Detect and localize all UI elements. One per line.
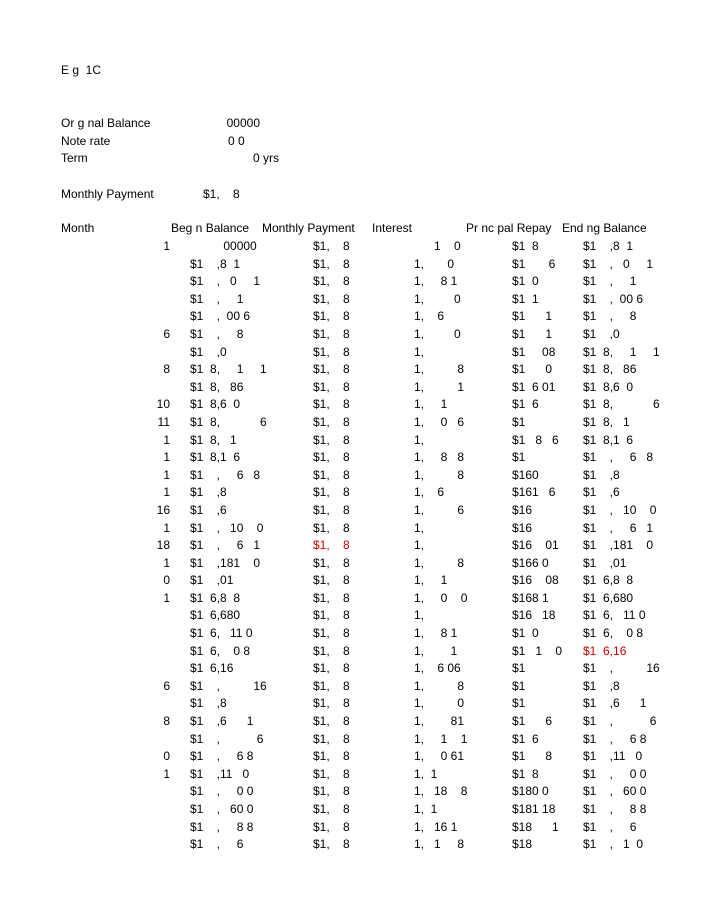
- principal-cell: $1 0: [512, 626, 539, 641]
- interest-cell: 1, 8: [414, 555, 465, 570]
- month-cell: 1: [163, 432, 170, 447]
- payment-cell: $1, 8: [313, 819, 350, 834]
- interest-cell: 1,: [414, 608, 425, 623]
- payment-cell: $1, 8: [313, 256, 350, 271]
- end-balance-cell: $1 , 6: [583, 819, 637, 834]
- interest-cell: 1, 0: [414, 291, 461, 306]
- interest-cell: 1, 0 6: [414, 414, 465, 429]
- principal-cell: $16: [512, 520, 533, 535]
- interest-cell: 1,: [414, 520, 425, 535]
- end-balance-cell: $1 8,1 6: [583, 432, 634, 447]
- payment-cell: $1, 8: [313, 467, 350, 482]
- principal-cell: $1 0: [512, 362, 553, 377]
- beg-balance-cell: $1 , 6 8: [190, 467, 261, 482]
- beg-balance-cell: $1 ,6 1: [190, 714, 254, 729]
- payment-cell: $1, 8: [313, 291, 350, 306]
- end-balance-cell: $1 , 8 8: [583, 802, 647, 816]
- interest-cell: 1, 18 8: [414, 784, 468, 799]
- header-month: Month: [61, 221, 95, 235]
- interest-cell: 1, 0 61: [414, 749, 465, 764]
- table-row: [0, 485, 714, 503]
- payment-cell: $1, 8: [313, 502, 350, 517]
- table-row: [0, 556, 714, 574]
- month-cell: 1: [163, 520, 170, 535]
- principal-cell: $1 1: [512, 291, 539, 306]
- table-row: [0, 696, 714, 714]
- month-cell: 16: [156, 502, 170, 517]
- month-cell: 11: [157, 414, 170, 429]
- end-balance-cell: $1 ,6 1: [583, 696, 647, 711]
- beg-balance-cell: 00000: [190, 239, 257, 253]
- interest-cell: 1, 6: [414, 502, 465, 517]
- payment-cell: $1, 8: [313, 309, 350, 324]
- interest-cell: 1, 0: [414, 256, 455, 271]
- principal-cell: $1 8: [512, 766, 539, 781]
- original-balance-value: 00000: [226, 116, 260, 130]
- payment-cell: $1, 8: [313, 450, 350, 465]
- month-cell: 1: [163, 590, 170, 605]
- payment-cell: $1, 8: [313, 485, 350, 500]
- end-balance-cell: $1 6, 0 8: [583, 626, 644, 641]
- principal-cell: $1 1: [512, 309, 553, 324]
- interest-cell: 1, 1 8: [414, 837, 465, 852]
- table-row: [0, 608, 714, 626]
- principal-cell: $1: [512, 696, 526, 711]
- amortization-table: [0, 239, 714, 855]
- term-value: 0 yrs: [253, 151, 280, 165]
- interest-cell: 1, 8: [414, 678, 465, 693]
- principal-cell: $1 6 01: [512, 379, 556, 394]
- principal-cell: $160: [512, 467, 539, 482]
- beg-balance-cell: $1 ,11 0: [190, 766, 250, 781]
- payment-cell: $1, 8: [313, 608, 350, 623]
- interest-cell: 1, 8 1: [414, 626, 458, 641]
- monthly-payment-label: Monthly Payment: [61, 187, 154, 201]
- interest-cell: 1, 1: [414, 643, 458, 658]
- payment-cell: $1, 8: [313, 661, 350, 676]
- payment-cell: $1, 8: [313, 696, 350, 711]
- beg-balance-cell: $1 , 8: [190, 326, 244, 341]
- principal-cell: $1 6: [512, 397, 539, 412]
- payment-cell: $1, 8: [313, 520, 350, 535]
- month-cell: 8: [163, 714, 170, 729]
- header-monthly-payment: Monthly Payment: [262, 221, 355, 235]
- month-cell: 1: [163, 467, 170, 482]
- beg-balance-cell: $1 , 8 8: [190, 819, 254, 834]
- end-balance-cell: $1 6,8 8: [583, 573, 634, 588]
- table-row: [0, 468, 714, 486]
- beg-balance-cell: $1 , 1: [190, 291, 244, 306]
- beg-balance-cell: $1 8, 86: [190, 379, 244, 394]
- header-interest: Interest: [372, 221, 413, 235]
- principal-cell: $180 0: [512, 784, 549, 799]
- principal-cell: $16: [512, 502, 533, 517]
- table-row: [0, 837, 714, 855]
- table-row: [0, 397, 714, 415]
- payment-cell: $1, 8: [313, 837, 350, 852]
- payment-cell: $1, 8: [313, 326, 350, 341]
- interest-cell: 1, 1 1: [414, 731, 468, 746]
- end-balance-cell: $1 6,16: [583, 643, 627, 658]
- interest-cell: 1, 16 1: [414, 819, 458, 834]
- table-row: [0, 362, 714, 380]
- header-beg-balance: Beg n Balance: [171, 221, 250, 235]
- payment-cell: $1, 8: [313, 766, 350, 781]
- table-row: [0, 679, 714, 697]
- table-row: [0, 784, 714, 802]
- month-cell: 1: [163, 450, 170, 465]
- payment-cell: $1, 8: [313, 784, 350, 799]
- principal-cell: $1 8 6: [512, 432, 559, 447]
- end-balance-cell: $1 ,8: [583, 467, 620, 482]
- end-balance-cell: $1 , 0 0: [583, 766, 647, 781]
- payment-cell: $1, 8: [313, 731, 350, 746]
- end-balance-cell: $1 , 60 0: [583, 784, 647, 799]
- month-cell: 8: [163, 362, 170, 377]
- payment-cell: $1, 8: [313, 362, 350, 377]
- principal-cell: $1 6: [512, 714, 553, 729]
- beg-balance-cell: $1 6, 0 8: [190, 643, 251, 658]
- end-balance-cell: $1 ,0: [583, 326, 620, 341]
- end-balance-cell: $1 ,01: [583, 555, 627, 570]
- beg-balance-cell: $1 ,8: [190, 696, 227, 711]
- payment-cell: $1, 8: [313, 573, 350, 588]
- principal-cell: $1 8: [512, 749, 553, 764]
- beg-balance-cell: $1 8,1 6: [190, 450, 241, 465]
- table-row: [0, 257, 714, 275]
- principal-cell: $166 0: [512, 555, 549, 570]
- principal-cell: $18: [512, 837, 533, 852]
- payment-cell: $1, 8: [313, 626, 350, 641]
- interest-cell: 1, 8: [414, 362, 465, 377]
- table-row: [0, 714, 714, 732]
- principal-cell: $168 1: [512, 590, 549, 605]
- note-rate-value: 0 0: [228, 134, 245, 148]
- principal-cell: $1 8: [512, 239, 539, 253]
- month-cell: 6: [163, 678, 170, 693]
- table-row: [0, 274, 714, 292]
- table-row: [0, 591, 714, 609]
- interest-cell: 1,: [414, 344, 425, 359]
- payment-cell: $1, 8: [313, 538, 350, 553]
- end-balance-cell: $1 , 1 0: [583, 837, 644, 852]
- beg-balance-cell: $1 ,8 1: [190, 256, 241, 271]
- interest-cell: 1, 6 06: [414, 661, 461, 676]
- table-row: [0, 433, 714, 451]
- beg-balance-cell: $1 6,8 8: [190, 590, 241, 605]
- beg-balance-cell: $1 , 0 0: [190, 784, 254, 799]
- header-end-balance: End ng Balance: [562, 221, 647, 235]
- table-row: [0, 626, 714, 644]
- end-balance-cell: $1 , 00 6: [583, 291, 644, 306]
- month-cell: 6: [163, 326, 170, 341]
- month-cell: 10: [156, 397, 170, 412]
- interest-cell: 1 0: [414, 239, 461, 253]
- interest-cell: 1, 0 0: [414, 590, 468, 605]
- beg-balance-cell: $1 ,181 0: [190, 555, 261, 570]
- table-row: [0, 521, 714, 539]
- beg-balance-cell: $1 , 00 6: [190, 309, 251, 324]
- beg-balance-cell: $1 , 6 1: [190, 538, 261, 553]
- month-cell: 1: [163, 555, 170, 570]
- table-row: [0, 749, 714, 767]
- payment-cell: $1, 8: [313, 714, 350, 729]
- end-balance-cell: $1 ,6: [583, 485, 620, 500]
- beg-balance-cell: $1 , 16: [190, 678, 267, 693]
- table-row: [0, 415, 714, 433]
- beg-balance-cell: $1 , 6: [190, 837, 244, 852]
- table-row: [0, 380, 714, 398]
- end-balance-cell: $1 8, 1 1: [583, 344, 660, 359]
- principal-cell: $1: [512, 678, 526, 693]
- payment-cell: $1, 8: [313, 643, 350, 658]
- payment-cell: $1, 8: [313, 749, 350, 764]
- month-cell: 18: [156, 538, 170, 553]
- end-balance-cell: $1 , 1: [583, 274, 637, 289]
- interest-cell: 1, 1: [414, 397, 448, 412]
- payment-cell: $1, 8: [313, 239, 350, 253]
- end-balance-cell: $1 ,8 1: [583, 239, 634, 253]
- beg-balance-cell: $1 8, 1: [190, 432, 237, 447]
- interest-cell: 1, 6: [414, 309, 445, 324]
- principal-cell: $1 1 0: [512, 643, 563, 658]
- table-row: [0, 503, 714, 521]
- sheet-title: E g 1C: [61, 63, 102, 77]
- table-row: [0, 450, 714, 468]
- month-cell: 0: [163, 749, 170, 764]
- beg-balance-cell: $1 6,680: [190, 608, 241, 623]
- principal-cell: $1: [512, 414, 526, 429]
- interest-cell: 1, 1: [414, 573, 448, 588]
- beg-balance-cell: $1 8, 6: [190, 414, 267, 429]
- table-row: [0, 538, 714, 556]
- principal-cell: $1 0: [512, 274, 539, 289]
- end-balance-cell: $1 , 6 8: [583, 450, 654, 465]
- principal-cell: $1 6: [512, 256, 556, 271]
- interest-cell: 1,: [414, 432, 425, 447]
- principal-cell: $1 08: [512, 344, 556, 359]
- table-row: [0, 802, 714, 820]
- principal-cell: $16 08: [512, 573, 559, 588]
- month-cell: 1: [163, 766, 170, 781]
- month-cell: 0: [163, 573, 170, 588]
- table-row: [0, 309, 714, 327]
- table-row: [0, 767, 714, 785]
- monthly-payment-value: $1, 8: [203, 187, 240, 201]
- principal-cell: $1: [512, 450, 526, 465]
- principal-cell: $18 1: [512, 819, 559, 834]
- header-principal: Pr nc pal Repay: [466, 221, 552, 235]
- interest-cell: 1, 0: [414, 326, 461, 341]
- interest-cell: 1, 1: [414, 802, 438, 816]
- payment-cell: $1, 8: [313, 555, 350, 570]
- table-row: [0, 644, 714, 662]
- interest-cell: 1, 8: [414, 467, 465, 482]
- payment-cell: $1, 8: [313, 414, 350, 429]
- interest-cell: 1, 0: [414, 696, 465, 711]
- end-balance-cell: $1 8,6 0: [583, 379, 634, 394]
- table-row: [0, 345, 714, 363]
- end-balance-cell: $1 8, 6: [583, 397, 660, 412]
- payment-cell: $1, 8: [313, 274, 350, 289]
- beg-balance-cell: $1 ,01: [190, 573, 234, 588]
- payment-cell: $1, 8: [313, 344, 350, 359]
- beg-balance-cell: $1 6, 11 0: [190, 626, 253, 641]
- table-row: [0, 327, 714, 345]
- end-balance-cell: $1 6,680: [583, 590, 634, 605]
- end-balance-cell: $1 ,181 0: [583, 538, 654, 553]
- beg-balance-cell: $1 ,8: [190, 485, 227, 500]
- beg-balance-cell: $1 , 60 0: [190, 802, 254, 816]
- payment-cell: $1, 8: [313, 379, 350, 394]
- interest-cell: 1, 6: [414, 485, 445, 500]
- principal-cell: $181 18: [512, 802, 556, 816]
- table-row: [0, 732, 714, 750]
- beg-balance-cell: $1 8, 1 1: [190, 362, 267, 377]
- interest-cell: 1, 1: [414, 766, 438, 781]
- payment-cell: $1, 8: [313, 802, 350, 816]
- beg-balance-cell: $1 ,6: [190, 502, 227, 517]
- end-balance-cell: $1 ,8: [583, 678, 620, 693]
- end-balance-cell: $1 6, 11 0: [583, 608, 646, 623]
- beg-balance-cell: $1 , 10 0: [190, 520, 264, 535]
- interest-cell: 1, 1: [414, 379, 465, 394]
- original-balance-label: Or g nal Balance: [61, 116, 151, 130]
- end-balance-cell: $1 , 10 0: [583, 502, 657, 517]
- table-row: [0, 239, 714, 257]
- principal-cell: $1: [512, 661, 526, 676]
- principal-cell: $1 1: [512, 326, 553, 341]
- table-row: [0, 573, 714, 591]
- interest-cell: 1,: [414, 538, 425, 553]
- principal-cell: $161 6: [512, 485, 556, 500]
- beg-balance-cell: $1 , 6 8: [190, 749, 254, 764]
- payment-cell: $1, 8: [313, 678, 350, 693]
- end-balance-cell: $1 8, 1: [583, 414, 630, 429]
- interest-cell: 1, 81: [414, 714, 465, 729]
- month-cell: 1: [163, 239, 170, 253]
- interest-cell: 1, 8 8: [414, 450, 465, 465]
- interest-cell: 1, 8 1: [414, 274, 458, 289]
- principal-cell: $16 18: [512, 608, 556, 623]
- end-balance-cell: $1 , 16: [583, 661, 660, 676]
- table-row: [0, 292, 714, 310]
- term-label: Term: [61, 151, 88, 165]
- payment-cell: $1, 8: [313, 432, 350, 447]
- principal-cell: $16 01: [512, 538, 559, 553]
- beg-balance-cell: $1 ,0: [190, 344, 227, 359]
- payment-cell: $1, 8: [313, 590, 350, 605]
- end-balance-cell: $1 8, 86: [583, 362, 637, 377]
- beg-balance-cell: $1 , 0 1: [190, 274, 261, 289]
- note-rate-label: Note rate: [61, 134, 111, 148]
- end-balance-cell: $1 , 6: [583, 714, 657, 729]
- beg-balance-cell: $1 , 6: [190, 731, 264, 746]
- beg-balance-cell: $1 6,16: [190, 661, 234, 676]
- month-cell: 1: [163, 485, 170, 500]
- end-balance-cell: $1 ,11 0: [583, 749, 643, 764]
- payment-cell: $1, 8: [313, 397, 350, 412]
- end-balance-cell: $1 , 0 1: [583, 256, 654, 271]
- table-row: [0, 820, 714, 838]
- table-row: [0, 661, 714, 679]
- end-balance-cell: $1 , 6 8: [583, 731, 647, 746]
- end-balance-cell: $1 , 6 1: [583, 520, 654, 535]
- principal-cell: $1 6: [512, 731, 539, 746]
- beg-balance-cell: $1 8,6 0: [190, 397, 241, 412]
- end-balance-cell: $1 , 8: [583, 309, 637, 324]
